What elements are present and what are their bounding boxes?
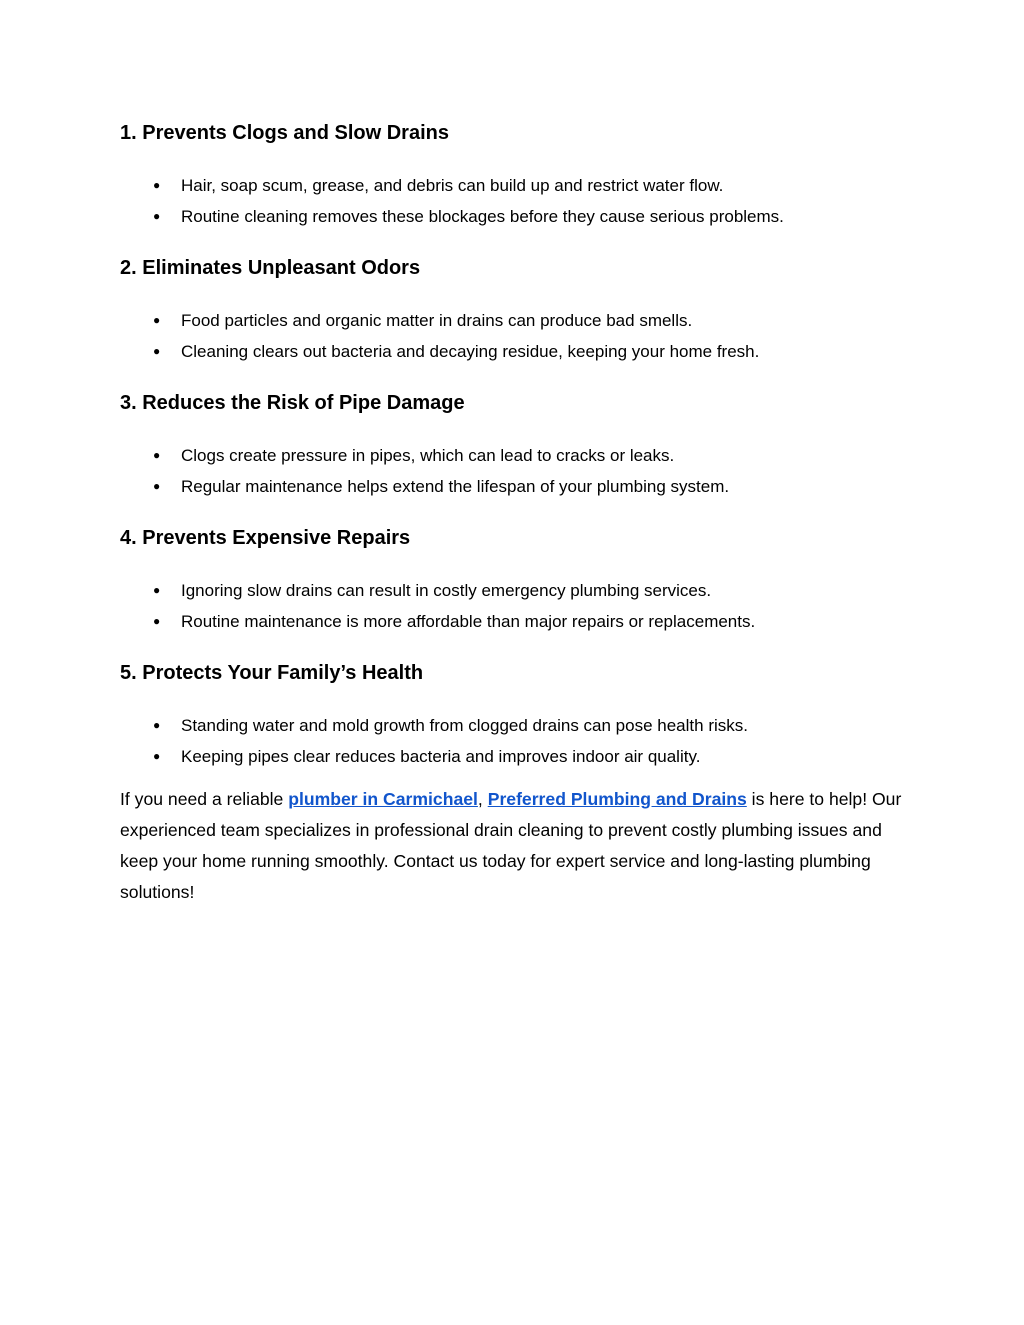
bullet-text: Ignoring slow drains can result in costly emergency plumbing services. [181,581,712,600]
section-heading-prevents-clogs: 1. Prevents Clogs and Slow Drains [120,122,449,144]
bullet-icon: ● [153,448,161,462]
closing-body-text: is here to help! Our experienced team specializes in professional drain cleaning to prevent costly plumbing issues and keep your home running smoothly. Contact us today for expert service and long-lasting plumbing solutions! [120,789,902,902]
list-item [120,440,920,471]
closing-separator-text: , [477,789,488,809]
list-item [120,575,920,606]
bullet-icon: ● [153,718,161,732]
bullet-list [120,305,920,367]
bullet-icon: ● [153,313,161,327]
bullet-icon: ● [153,583,161,597]
section-heading-pipe-damage: 3. Reduces the Risk of Pipe Damage [120,392,465,414]
bullet-text: Hair, soap scum, grease, and debris can build up and restrict water flow. [181,176,724,195]
section-heading-expensive-repairs: 4. Prevents Expensive Repairs [120,527,411,549]
list-item [120,710,920,741]
bullet-text: Cleaning clears out bacteria and decaying residue, keeping your home fresh. [181,342,760,361]
bullet-text: Keeping pipes clear reduces bacteria and improves indoor air quality. [181,747,701,766]
bullet-icon: ● [153,749,161,763]
bullet-icon: ● [153,479,161,493]
bullet-text: Food particles and organic matter in drains can produce bad smells. [181,311,693,330]
bullet-text: Routine cleaning removes these blockages before they cause serious problems. [181,207,784,226]
list-item [120,741,920,772]
list-item [120,170,920,201]
list-item [120,336,920,367]
list-item [120,201,920,232]
section-heading-family-health: 5. Protects Your Family’s Health [120,662,424,684]
bullet-icon: ● [153,614,161,628]
list-item [120,606,920,637]
bullet-icon: ● [153,344,161,358]
closing-paragraph [120,784,920,908]
closing-intro-text: If you need a reliable [120,789,289,809]
bullet-list [120,440,920,502]
bullet-list [120,170,920,232]
bullet-text: Clogs create pressure in pipes, which can lead to cracks or leaks. [181,446,675,465]
bullet-icon: ● [153,209,161,223]
document-body [120,116,920,908]
section-heading-eliminates-odors: 2. Eliminates Unpleasant Odors [120,257,421,279]
bullet-list [120,575,920,637]
bullet-icon: ● [153,178,161,192]
list-item [120,471,920,502]
bullet-text: Regular maintenance helps extend the lifespan of your plumbing system. [181,477,730,496]
bullet-list [120,710,920,772]
preferred-plumbing-link[interactable]: Preferred Plumbing and Drains [487,789,747,809]
bullet-text: Routine maintenance is more affordable than major repairs or replacements. [181,612,756,631]
list-item [120,305,920,336]
bullet-text: Standing water and mold growth from clogged drains can pose health risks. [181,716,748,735]
plumber-in-carmichael-link[interactable]: plumber in Carmichael [288,789,478,809]
